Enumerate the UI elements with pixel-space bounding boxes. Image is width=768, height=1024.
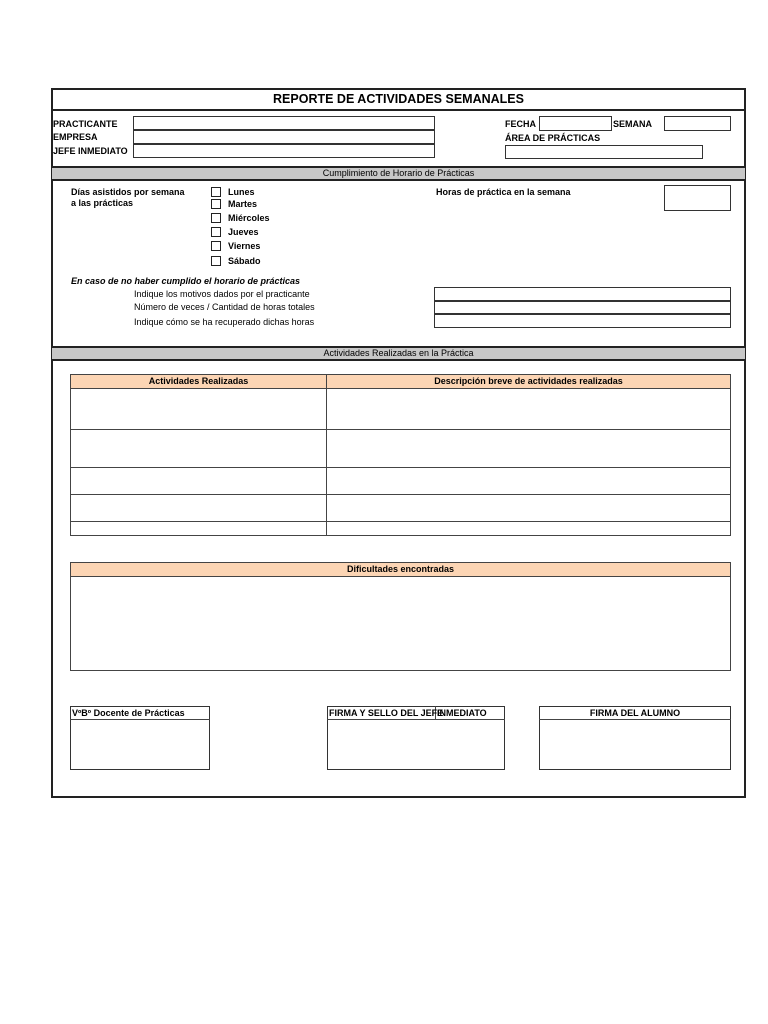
signature-divider [70,719,210,720]
alumno-label: FIRMA DEL ALUMNO [589,708,681,718]
jefe-signature-label-2: INMEDIATO [437,708,487,718]
recuperado-field[interactable] [434,314,731,328]
semana-label: SEMANA [613,119,653,129]
col-descripcion-header: Descripción breve de actividades realizadas [326,374,731,389]
sabado-checkbox[interactable] [211,256,221,266]
lunes-checkbox[interactable] [211,187,221,197]
viernes-label: Viernes [228,241,261,251]
table-row-divider [70,521,731,522]
jefe-signature-label-1: FIRMA Y SELLO DEL JEFE [329,708,444,718]
actividades-table [70,374,731,536]
viernes-checkbox[interactable] [211,241,221,251]
empresa-field[interactable] [133,130,435,144]
actividades-section-bar: Actividades Realizadas en la Práctica [52,346,745,361]
jueves-label: Jueves [228,227,259,237]
docente-label: VºBº Docente de Prácticas [72,708,185,718]
horario-section-bar: Cumplimiento de Horario de Prácticas [52,166,745,181]
title-divider [52,109,745,111]
recuperado-label: Indique cómo se ha recuperado dichas horas [134,317,315,327]
incumplimiento-title: En caso de no haber cumplido el horario de prácticas [71,276,301,286]
horas-field[interactable] [664,185,731,211]
col-actividades-header: Actividades Realizadas [70,374,327,389]
motivos-field[interactable] [434,287,731,301]
table-row-divider [70,429,731,430]
fecha-label: FECHA [505,119,536,129]
signature-divider [539,719,731,720]
miercoles-checkbox[interactable] [211,213,221,223]
martes-label: Martes [228,199,258,209]
empresa-label: EMPRESA [53,132,98,142]
jefe-field[interactable] [133,144,435,158]
dificultades-box[interactable] [70,562,731,671]
table-row-divider [70,494,731,495]
area-label: ÁREA DE PRÁCTICAS [505,133,601,143]
signature-divider [327,719,505,720]
practicante-field[interactable] [133,116,435,130]
motivos-label: Indique los motivos dados por el practicante [134,289,310,299]
jueves-checkbox[interactable] [211,227,221,237]
table-column-divider [326,389,327,536]
semana-field[interactable] [664,116,731,131]
numero-field[interactable] [434,301,731,314]
dias-label-2: a las prácticas [71,198,134,208]
sabado-label: Sábado [228,256,261,266]
page-title: REPORTE DE ACTIVIDADES SEMANALES [273,92,524,106]
fecha-field[interactable] [539,116,612,131]
lunes-label: Lunes [228,187,255,197]
area-field[interactable] [505,145,703,159]
miercoles-label: Miércoles [228,213,270,223]
horas-label: Horas de práctica en la semana [436,187,571,197]
practicante-label: PRACTICANTE [53,119,118,129]
table-row-divider [70,467,731,468]
numero-label: Número de veces / Cantidad de horas totales [134,302,315,312]
dificultades-header: Dificultades encontradas [70,562,731,577]
jefe-label: JEFE INMEDIATO [53,146,128,156]
dias-label-1: Días asistidos por semana [71,187,185,197]
martes-checkbox[interactable] [211,199,221,209]
